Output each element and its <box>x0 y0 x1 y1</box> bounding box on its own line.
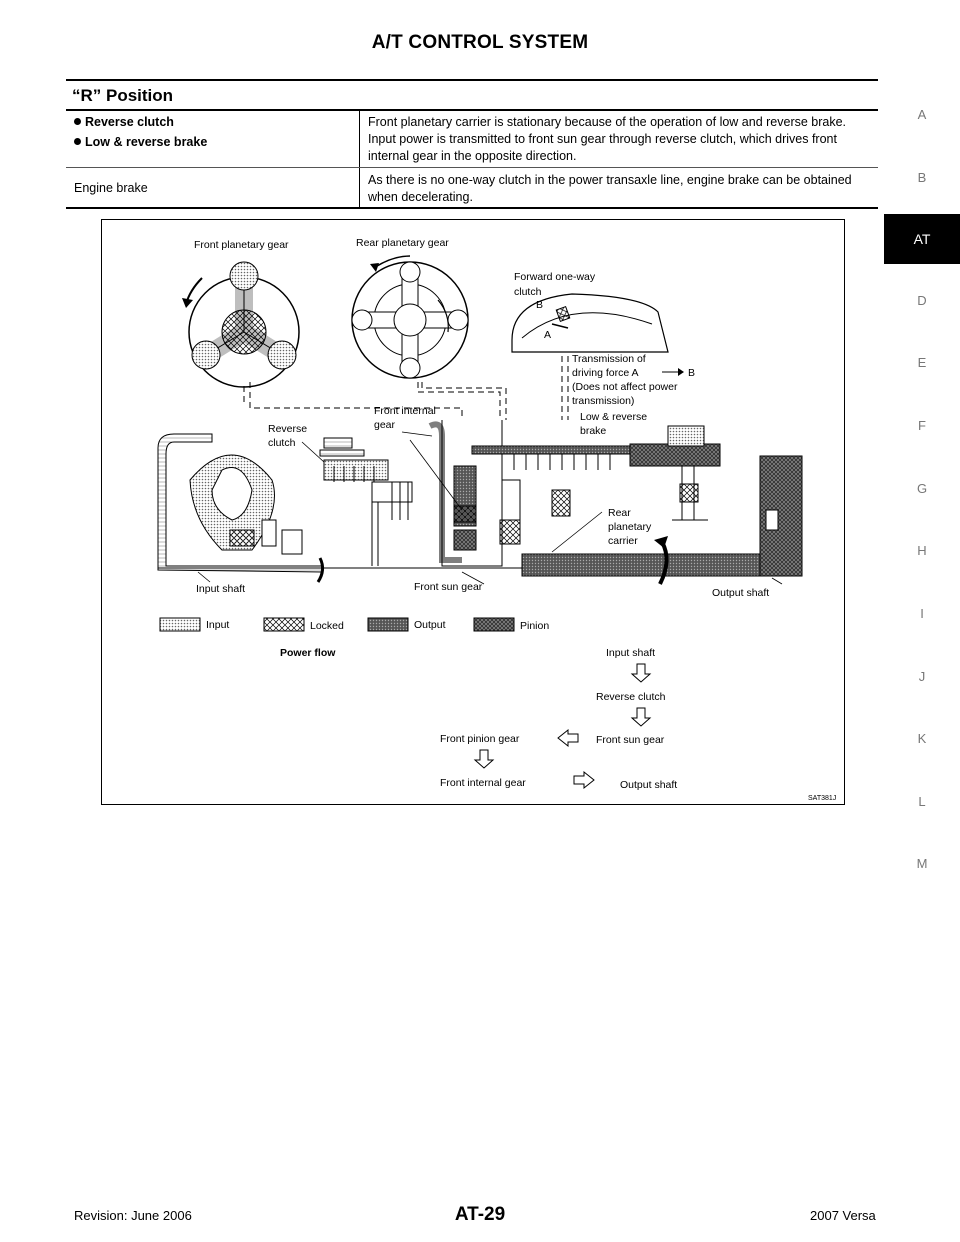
header-rule <box>66 79 878 81</box>
side-tab-e[interactable]: E <box>917 355 927 370</box>
legend-swatch-pinion <box>474 618 514 631</box>
section-heading: “R” Position <box>72 86 174 105</box>
table-top-rule <box>66 109 878 111</box>
power-flow-figure <box>101 219 845 805</box>
label-low-reverse: Low & reverse <box>580 411 648 423</box>
side-tab-i[interactable]: I <box>920 606 924 621</box>
label-front-sun-gear: Front sun gear <box>414 581 483 593</box>
footer-revision: Revision: June 2006 <box>74 1208 192 1223</box>
legend-locked: Locked <box>310 620 344 632</box>
flow-step-front-pinion-gear: Front pinion gear <box>440 733 520 745</box>
side-tab-k[interactable]: K <box>917 731 927 746</box>
table-row-separator <box>66 167 878 168</box>
power-flow-title: Power flow <box>280 647 336 659</box>
flow-step-front-sun-gear: Front sun gear <box>596 734 665 746</box>
legend-input: Input <box>206 619 230 631</box>
side-tab-m[interactable]: M <box>916 856 928 871</box>
legend-output: Output <box>414 619 446 631</box>
label-reverse-clutch: clutch <box>268 437 296 449</box>
side-tab-f[interactable]: F <box>918 418 926 433</box>
page-title: A/T CONTROL SYSTEM <box>371 32 589 53</box>
down-arrow-icon <box>632 708 650 726</box>
flow-step-front-internal-gear: Front internal gear <box>440 777 526 789</box>
table-row-2-description: As there is no one-way clutch in the power transaxle line, engine brake can be obtained when decelerating. <box>368 173 852 204</box>
transmission-diagram <box>102 220 844 804</box>
label-reverse: Reverse <box>268 423 308 435</box>
legend-swatch-input <box>160 618 200 631</box>
label-input-shaft: Input shaft <box>196 583 246 595</box>
side-tab-a[interactable]: A <box>917 107 927 122</box>
label-transmission-2: driving force A <box>572 367 639 379</box>
table-bottom-rule <box>66 207 878 209</box>
figure-code: SAT381J <box>808 795 837 802</box>
label-planetary: planetary <box>608 521 652 533</box>
label-front-planetary-gear: Front planetary gear <box>194 239 289 251</box>
bullet-icon <box>74 138 81 145</box>
label-transmission-3: (Does not affect power <box>572 381 678 393</box>
side-tab-g[interactable]: G <box>916 481 928 496</box>
legend <box>160 618 549 632</box>
side-tab-b[interactable]: B <box>917 170 927 185</box>
side-tab-at[interactable]: AT <box>884 214 960 264</box>
legend-swatch-locked <box>264 618 304 631</box>
label-point-b: B <box>536 299 544 311</box>
label-transmission-1: Transmission of <box>572 353 646 365</box>
table-column-divider <box>359 110 360 208</box>
flow-step-input-shaft: Input shaft <box>606 647 656 659</box>
label-rear-planetary-gear: Rear planetary gear <box>356 237 449 249</box>
table-item: Reverse clutch <box>74 114 354 131</box>
table-row-1-items <box>74 114 354 151</box>
label-front-internal-2: gear <box>374 419 396 431</box>
table-row-2-label: Engine brake <box>74 181 148 195</box>
side-tab-j[interactable]: J <box>918 669 926 684</box>
page-number: AT-29 <box>454 1204 506 1225</box>
right-arrow-icon <box>574 772 594 788</box>
left-arrow-icon <box>558 730 578 746</box>
label-carrier: carrier <box>608 535 638 547</box>
label-brake: brake <box>580 425 607 437</box>
flow-step-output-shaft: Output shaft <box>620 779 678 791</box>
label-transmission-2b: B <box>688 367 696 379</box>
label-front-internal-1: Front internal <box>374 405 436 417</box>
front-planetary-gear <box>182 262 299 387</box>
label-forward-one-way: Forward one-way <box>514 271 596 283</box>
label-transmission-4: transmission) <box>572 395 635 407</box>
table-item: Low & reverse brake <box>74 134 354 151</box>
arrowhead-icon <box>678 368 684 376</box>
label-clutch: clutch <box>514 286 542 298</box>
side-tab-l[interactable]: L <box>918 794 926 809</box>
side-tab-d[interactable]: D <box>917 293 927 308</box>
table-row-1-description: Front planetary carrier is stationary because of the operation of low and reverse brake. Input power is transmitted to front sun gear through reverse clutch, which drives front internal gear in the opposite direction. <box>368 115 847 163</box>
side-tab-h[interactable]: H <box>917 543 927 558</box>
label-output-shaft: Output shaft <box>712 587 770 599</box>
flow-step-reverse-clutch: Reverse clutch <box>596 691 666 703</box>
rear-planetary-gear <box>352 256 468 378</box>
footer-model: 2007 Versa <box>810 1208 876 1223</box>
cross-section <box>158 420 802 584</box>
legend-pinion: Pinion <box>520 620 550 632</box>
power-flow <box>280 647 677 791</box>
down-arrow-icon <box>632 664 650 682</box>
label-rear: Rear <box>608 507 631 519</box>
bullet-icon <box>74 118 81 125</box>
label-point-a: A <box>544 329 552 341</box>
down-arrow-icon <box>475 750 493 768</box>
legend-swatch-output <box>368 618 408 631</box>
